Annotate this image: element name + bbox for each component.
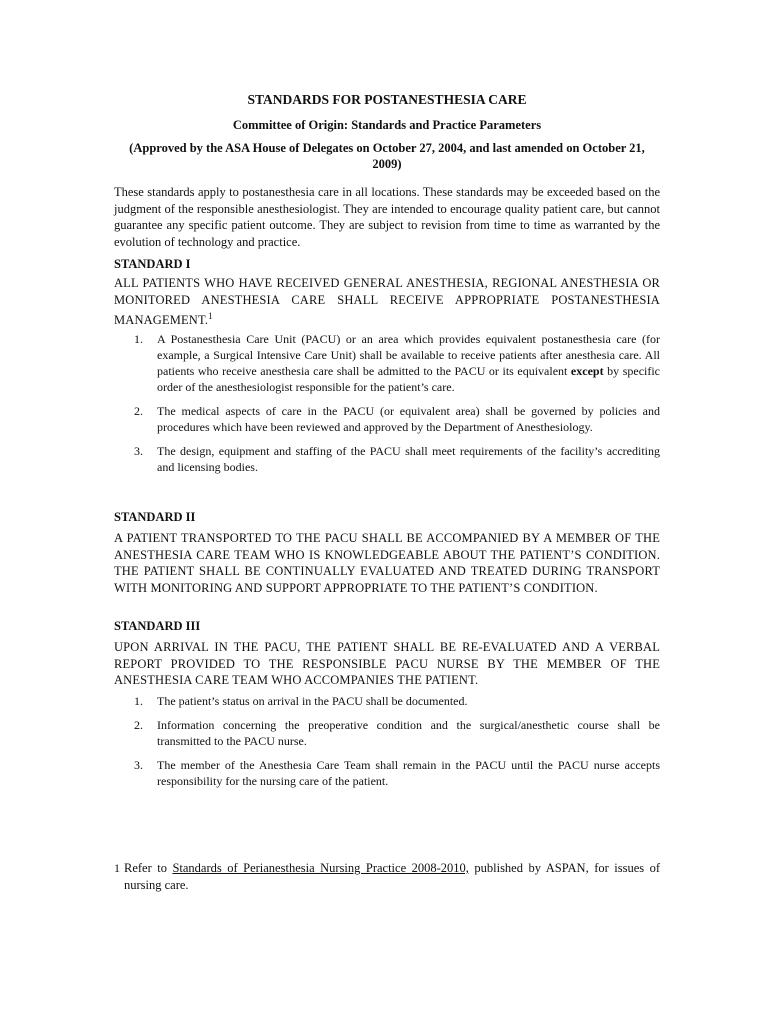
standard-2-heading: STANDARD II [114,510,196,524]
standard-3-list [114,693,660,797]
list-item [114,331,660,395]
standard-2-statement: A PATIENT TRANSPORTED TO THE PACU SHALL BE ACCOMPANIED BY A MEMBER OF THE ANESTHESIA CARE TEAM WHO IS KNOWLEDGEABLE ABOUT THE PATIENT’S CONDITION. THE PATIENT SHALL BE CONTINUALLY EVALUATED AND TREATED DURING TRANSPORT WITH MONITORING AND SUPPORT APPROPRIATE TO THE PATIENT’S CONDITION. [114,531,660,595]
standard-3-statement: UPON ARRIVAL IN THE PACU, THE PATIENT SHALL BE RE-EVALUATED AND A VERBAL REPORT PROVIDED TO THE RESPONSIBLE PACU NURSE BY THE MEMBER OF THE ANESTHESIA CARE TEAM WHO ACCOMPANIES THE PATIENT. [114,640,660,687]
item-text: The patient’s status on arrival in the PACU shall be documented. [157,694,468,708]
item-number: 1. [134,332,143,346]
item-text: The medical aspects of care in the PACU (or equivalent area) shall be governed by policies and procedures which have been reviewed and approved by the Department of Anesthesiology. [157,404,660,434]
footnote-mark: 1 [114,861,120,875]
footnote-prefix: Refer to [124,861,173,875]
standard-1-statement-text: ALL PATIENTS WHO HAVE RECEIVED GENERAL ANESTHESIA, REGIONAL ANESTHESIA OR MONITORED ANESTHESIA CARE SHALL RECEIVE APPROPRIATE POSTANESTHESIA MANAGEMENT. [114,276,660,327]
document-title: STANDARDS FOR POSTANESTHESIA CARE [247,92,527,107]
footnote-reference: Standards of Perianesthesia Nursing Practice 2008-2010, [172,861,469,875]
approval-note: (Approved by the ASA House of Delegates on October 27, 2004, and last amended on October 21, 2009) [129,141,645,171]
item-number: 2. [134,404,143,418]
footnote-suffix: published by ASPAN, for issues of nursing care. [124,861,661,892]
list-item [114,717,660,749]
intro-paragraph: These standards apply to postanesthesia care in all locations. These standards may be exceeded based on the judgment of the responsible anesthesiologist. They are intended to encourage quality patient care, but cannot guarantee any specific patient outcome. They are subject to revision from time to time as warranted by the evolution of technology and practice. [114,185,660,249]
item-number: 1. [134,694,143,708]
item-number: 2. [134,718,143,732]
standard-1-statement [114,275,660,329]
footnote [114,860,660,894]
standard-1-heading: STANDARD I [114,257,191,271]
footnote-ref: 1 [208,311,213,321]
item-emphasis: except [570,364,604,378]
list-item [114,443,660,475]
item-text: by specific order of the anesthesiologist responsible for the patient’s care. [157,364,661,394]
list-item [114,693,660,709]
committee-line: Committee of Origin: Standards and Practice Parameters [232,118,542,132]
standard-3-heading: STANDARD III [114,619,201,633]
standard-1-list [114,331,660,483]
item-text: The design, equipment and staffing of the PACU shall meet requirements of the facility’s accrediting and licensing bodies. [157,444,660,474]
item-number: 3. [134,758,143,772]
item-text: The member of the Anesthesia Care Team shall remain in the PACU until the PACU nurse accepts responsibility for the nursing care of the patient. [157,758,660,788]
item-text: A Postanesthesia Care Unit (PACU) or an area which provides equivalent postanesthesia care (for example, a Surgical Intensive Care Unit) shall be available to receive patients after anesthesia care. All patients who receive anesthesia care shall be admitted to the PACU or its equivalent [157,332,660,378]
item-number: 3. [134,444,143,458]
footnote-text [114,860,660,894]
item-text: Information concerning the preoperative condition and the surgical/anesthetic course shall be transmitted to the PACU nurse. [157,718,660,748]
list-item [114,757,660,789]
list-item [114,403,660,435]
